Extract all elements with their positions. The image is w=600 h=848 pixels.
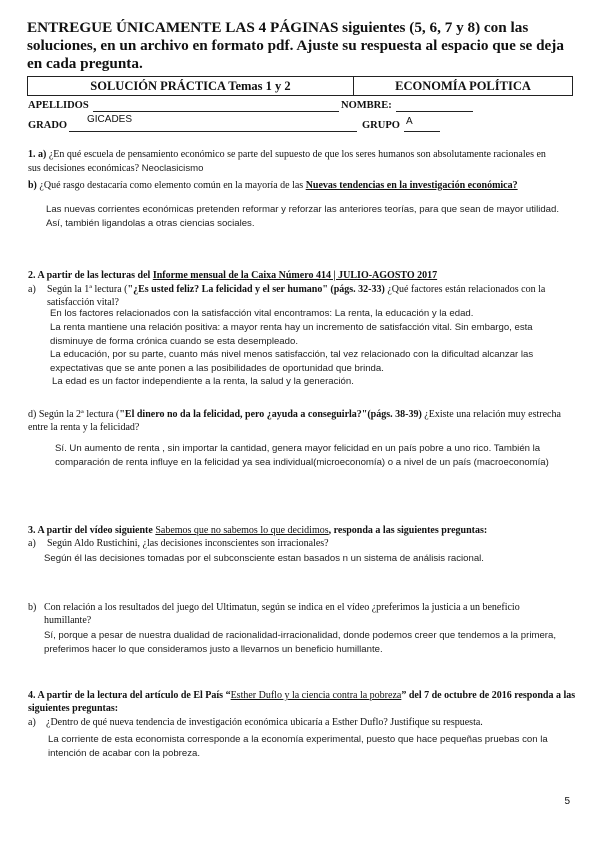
title-table bbox=[27, 76, 573, 96]
question-2d-title: "El dinero no da la felicidad, pero ¿ayuda a conseguirla?"(págs. 38-39) bbox=[119, 409, 422, 420]
question-1a-answer: Neoclasicismo bbox=[141, 162, 204, 174]
question-1b-text: ¿Qué rasgo destacaría como elemento común en la mayoría de las bbox=[36, 180, 306, 191]
nuevas-tendencias-link[interactable]: Nuevas tendencias en la investigación económica? bbox=[305, 180, 518, 191]
question-4a-answer: La corriente de esta economista corresponde a la economía experimental, puesto que hace pequeñas pruebas con la intención de acabar con la pobreza. bbox=[48, 734, 548, 759]
nombre-label: NOMBRE: bbox=[341, 100, 392, 111]
question-2a-answer-1: En los factores relacionados con la satisfacción vital encontramos: La renta, la educación y la edad. bbox=[50, 308, 474, 319]
question-2a bbox=[47, 284, 572, 309]
question-1a bbox=[28, 149, 548, 175]
question-1a-number: 1. a) bbox=[28, 149, 47, 160]
question-1b bbox=[28, 180, 578, 193]
grado-label: GRADO bbox=[28, 120, 68, 131]
question-1b-answer: Las nuevas corrientes económicas pretenden reformar y reforzar las anteriores teorías, para que sean de mayor utilidad. Así, también ligandolas a otras ciencias sociales. bbox=[46, 204, 559, 229]
esther-duflo-link[interactable]: Esther Duflo y la ciencia contra la pobreza bbox=[230, 690, 402, 701]
question-4a-text: ¿Dentro de qué nueva tendencia de investigación económica ubicaría a Esther Duflo? Justifique su respuesta. bbox=[46, 717, 483, 728]
question-2a-title: "¿Es usted feliz? La felicidad y el ser humano" (págs. 32-33) bbox=[127, 284, 385, 295]
question-2d-number: d) bbox=[28, 409, 37, 420]
question-4a-number: a) bbox=[28, 717, 36, 728]
question-3b-number: b) bbox=[28, 602, 37, 613]
question-2d bbox=[28, 409, 573, 434]
page-number: 5 bbox=[564, 796, 570, 807]
question-2a-number: a) bbox=[28, 284, 36, 295]
nombre-field[interactable] bbox=[396, 100, 473, 112]
question-4-heading bbox=[28, 690, 578, 715]
question-3b-text: Con relación a los resultados del juego del Ultimatun, según se indica en el vídeo ¿preferimos la justicia a un beneficio humillante? bbox=[44, 602, 520, 626]
question-2d-post: ¿Existe una relación muy estrecha entre la renta y la felicidad? bbox=[28, 409, 561, 433]
grupo-value: A bbox=[406, 116, 413, 127]
question-3a-number: a) bbox=[28, 538, 36, 549]
informe-caixa-link[interactable]: Informe mensual de la Caixa Número 414 | JULIO-AGOSTO 2017 bbox=[152, 270, 438, 281]
question-2a-answer-4: La edad es un factor independiente a la renta, la salud y la generación. bbox=[52, 376, 354, 387]
question-2d-pre: Según la 2ª lectura ( bbox=[36, 409, 120, 420]
question-1b-number: b) bbox=[28, 180, 37, 191]
title-table-course: ECONOMÍA POLÍTICA bbox=[395, 78, 531, 93]
question-3-heading-prefix: 3. A partir del vídeo siguiente bbox=[28, 525, 156, 536]
title-table-subject: SOLUCIÓN PRÁCTICA Temas 1 y 2 bbox=[28, 77, 354, 95]
page-instruction-header: ENTREGUE ÚNICAMENTE LAS 4 PÁGINAS siguientes (5, 6, 7 y 8) con las soluciones, en un archivo en formato pdf. Ajuste su respuesta al espacio que se deja en cada pregunta. bbox=[27, 19, 564, 72]
question-2-heading bbox=[28, 270, 573, 283]
question-2a-answer-3: La educación, por su parte, cuanto más nivel menos satisfacción, tal vez relacionado con la dificultad alcanzar las expectativas que se ante ponen a las posibilidades de oportunidad que brinda. bbox=[50, 349, 534, 374]
question-3a-text: Según Aldo Rustichini, ¿las decisiones inconscientes son irracionales? bbox=[47, 538, 329, 549]
question-2a-pre: Según la 1ª lectura ( bbox=[47, 284, 128, 295]
question-4-heading-prefix: 4. A partir de la lectura del artículo de El País “ bbox=[28, 690, 231, 701]
question-3-heading bbox=[28, 525, 578, 538]
question-4-heading-suffix: ” del 7 de octubre de 2016 responda a las siguientes preguntas: bbox=[28, 690, 576, 714]
apellidos-label: APELLIDOS bbox=[28, 100, 89, 111]
question-2-heading-prefix: 2. A partir de las lecturas del bbox=[28, 270, 153, 281]
grado-value: GICADES bbox=[87, 114, 133, 125]
question-3-heading-suffix: , responda a las siguientes preguntas: bbox=[328, 525, 488, 536]
question-3a-answer: Según él las decisiones tomadas por el subconsciente estan basados n un sistema de análisis racional. bbox=[44, 553, 484, 564]
grupo-label: GRUPO bbox=[362, 120, 400, 131]
question-2a-answer-2: La renta mantiene una relación positiva: a mayor renta hay un incremento de satisfacción vital. Sin embargo, esta disminuye de forma crónica cuando se esta desempleado. bbox=[50, 322, 533, 347]
question-1a-text: ¿En qué escuela de pensamiento económico se parte del supuesto de que los seres humanos son absolutamente racionales en sus decisiones económicas? bbox=[28, 149, 546, 174]
question-2d-answer: Sí. Un aumento de renta , sin importar la cantidad, genera mayor felicidad en un país pobre a uno rico. También la comparación de renta influye en la felicidad ya sea individual(microeconomía) o a nivel de un país (macroeconomía) bbox=[55, 443, 549, 468]
question-3b-answer: Sí, porque a pesar de nuestra dualidad de racionalidad-irracionalidad, donde podemos creer que tendemos a la primera, preferimos hacer lo que consideramos justo a llevarnos un beneficio humillante. bbox=[44, 630, 556, 655]
sabemos-video-link[interactable]: Sabemos que no sabemos lo que decidimos bbox=[155, 525, 329, 536]
question-2a-post: ¿Qué factores están relacionados con la satisfacción vital? bbox=[47, 284, 546, 308]
apellidos-field[interactable] bbox=[93, 100, 339, 112]
